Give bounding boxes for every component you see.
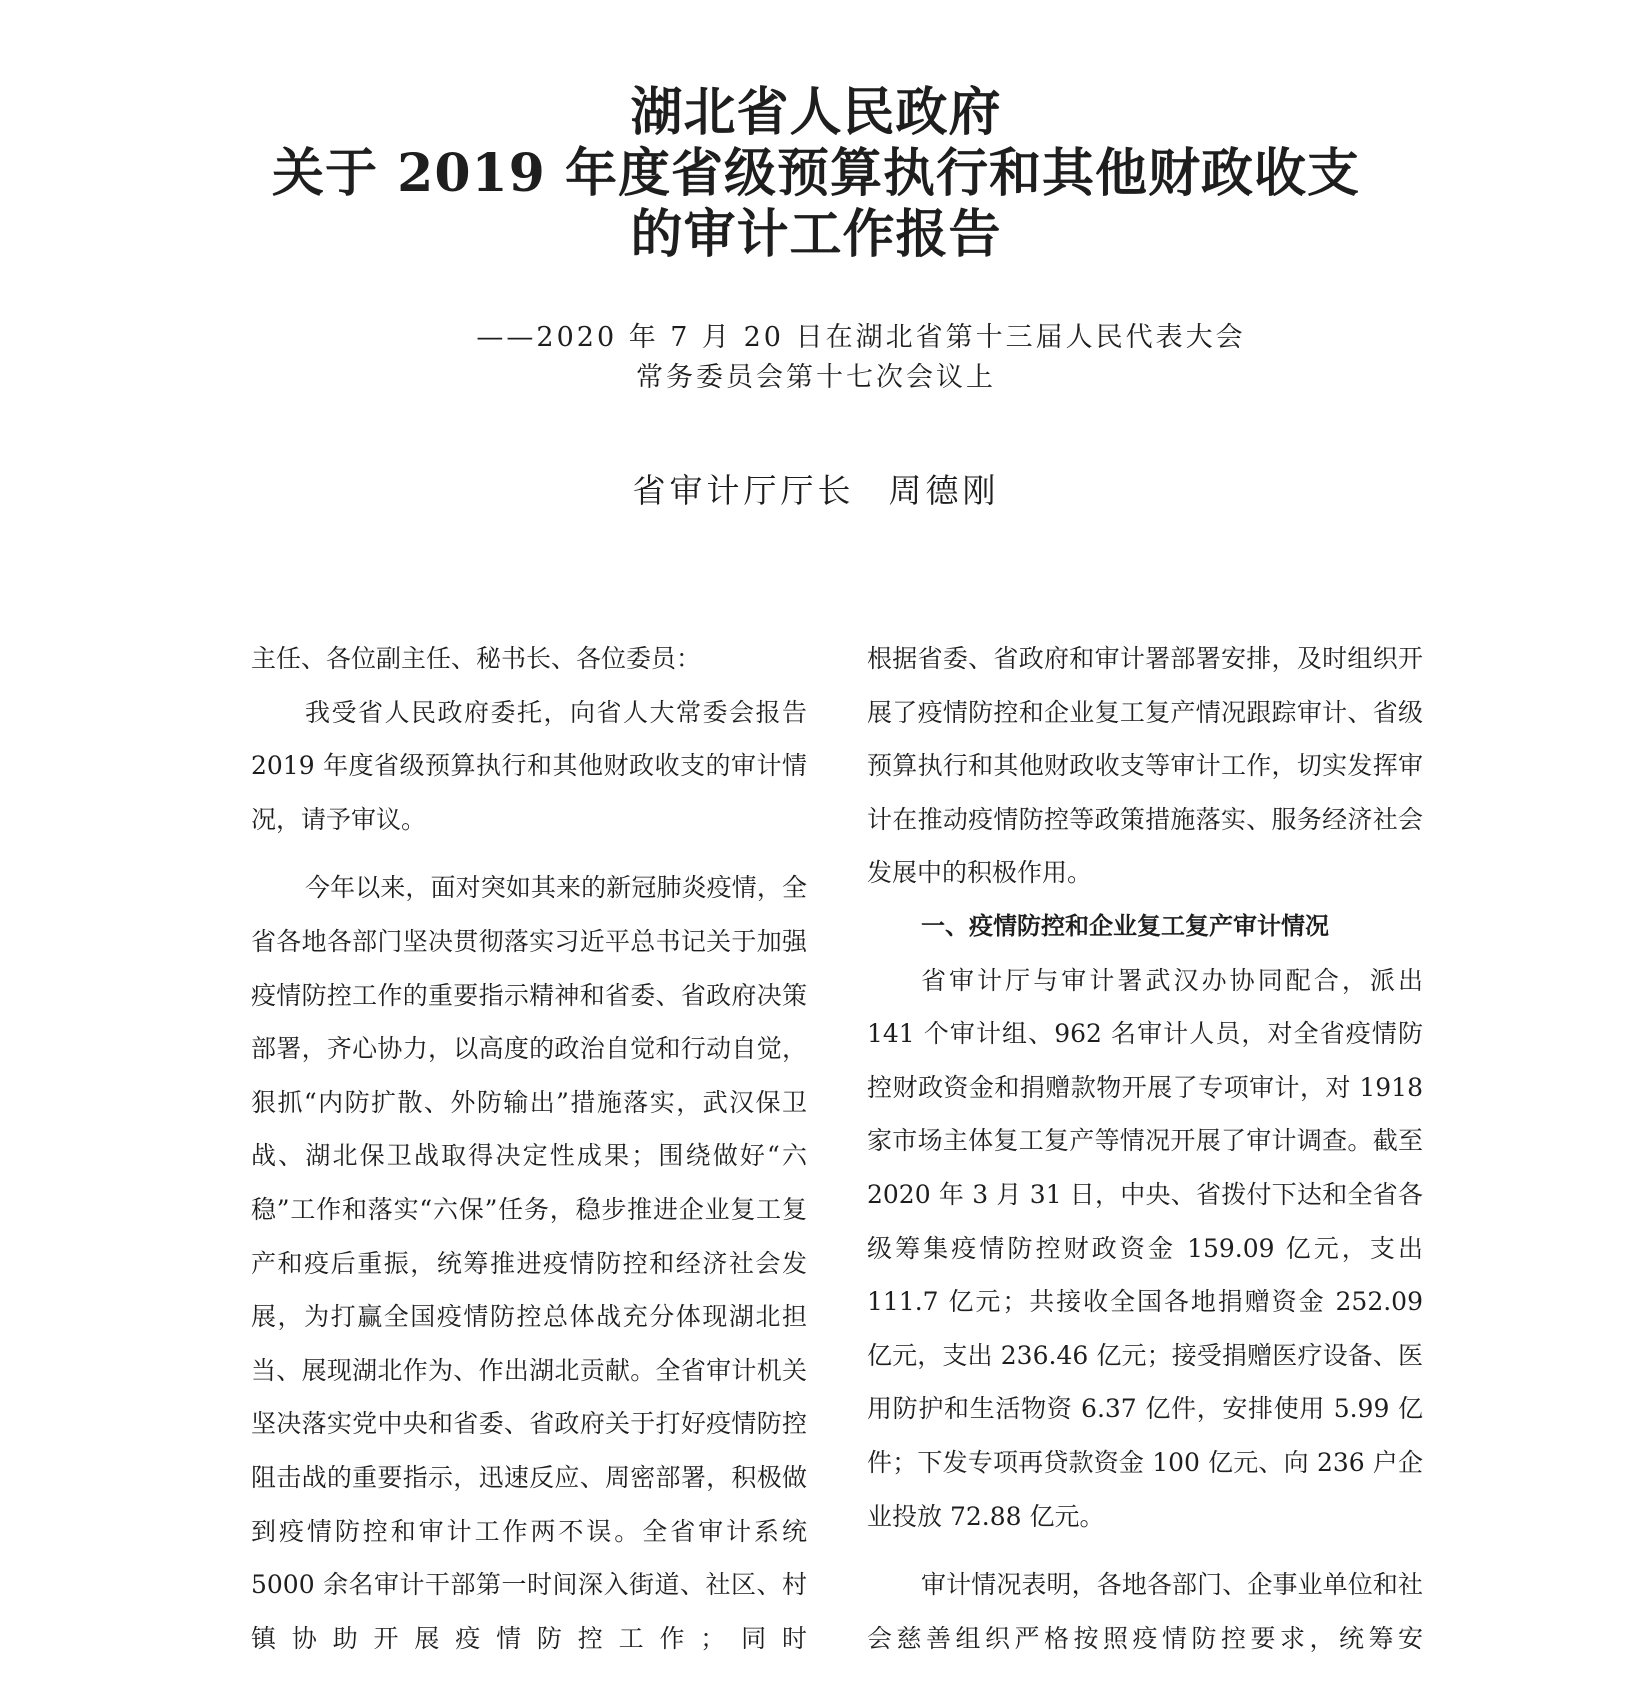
- author-role: 省审计厅厅长: [632, 471, 855, 510]
- report-title: [0, 82, 1632, 265]
- title-line-2: 关于 2019 年度省级预算执行和其他财政收支: [272, 143, 1360, 204]
- paragraph-intro: 我受省人民政府委托，向省人大常委会报告 2019 年度省级预算执行和其他财政收支的审计情况，请予审议。: [251, 697, 807, 834]
- paragraph-background-continued: 根据省委、省政府和审计署部署安排，及时组织开展了疫情防控和企业复工复产情况跟踪审计、省级预算执行和其他财政收支等审计工作，切实发挥审计在推动疫情防控等政策措施落实、服务经济社会发展中的积极作用。: [867, 644, 1423, 888]
- salutation: 主任、各位副主任、秘书长、各位委员：: [251, 644, 702, 673]
- title-line-1: 湖北省人民政府: [630, 82, 1002, 143]
- subtitle-line-2: 常务委员会第十七次会议上: [636, 362, 996, 393]
- report-subtitle: [0, 318, 1632, 398]
- right-column: [867, 632, 1423, 1665]
- paragraph-audit-scope: 省审计厅与审计署武汉办协同配合，派出 141 个审计组、962 名审计人员，对全省疫情防控财政资金和捐赠款物开展了专项审计，对 1918 家市场主体复工复产等情况开展了审计调查。截至 2020 年 3 月 31 日，中央、省拨付下达和全省各级筹集疫情防控财政资金 159.09 亿元，支出 111.7 亿元；共接收全国各地捐赠资金 252.09 亿元，支出 236.46 亿元；接受捐赠医疗设备、医用防护和生活物资 6.37 亿件，安排使用 5.99 亿件；下发专项再贷款资金 100 亿元、向 236 户企业投放 72.88 亿元。: [867, 965, 1423, 1531]
- author-name: 周德刚: [888, 471, 1000, 510]
- section-heading: 一、疫情防控和企业复工复产审计情况: [921, 911, 1329, 940]
- subtitle-line-1: ——2020 年 7 月 20 日在湖北省第十三届人民代表大会: [476, 322, 1246, 353]
- paragraph-audit-findings: 审计情况表明，各地各部门、企事业单位和社会慈善组织严格按照疫情防控要求，统筹安: [867, 1570, 1423, 1653]
- title-line-3: 的审计工作报告: [630, 204, 1002, 265]
- left-column: [251, 632, 807, 1665]
- author-byline: [0, 465, 1632, 512]
- paragraph-background: 今年以来，面对突如其来的新冠肺炎疫情，全省各地各部门坚决贯彻落实习近平总书记关于加强疫情防控工作的重要指示精神和省委、省政府决策部署，齐心协力，以高度的政治自觉和行动自觉，狠抓“内防扩散、外防输出”措施落实，武汉保卫战、湖北保卫战取得决定性成果；围绕做好“六稳”工作和落实“六保”任务，稳步推进企业复工复产和疫后重振，统筹推进疫情防控和经济社会发展，为打赢全国疫情防控总体战充分体现湖北担当、展现湖北作为、作出湖北贡献。全省审计机关坚决落实党中央和省委、省政府关于打好疫情防控阻击战的重要指示，迅速反应、周密部署，积极做到疫情防控和审计工作两不误。全省审计系统 5000 余名审计干部第一时间深入街道、社区、村镇协助开展疫情防控工作；同时: [251, 873, 807, 1653]
